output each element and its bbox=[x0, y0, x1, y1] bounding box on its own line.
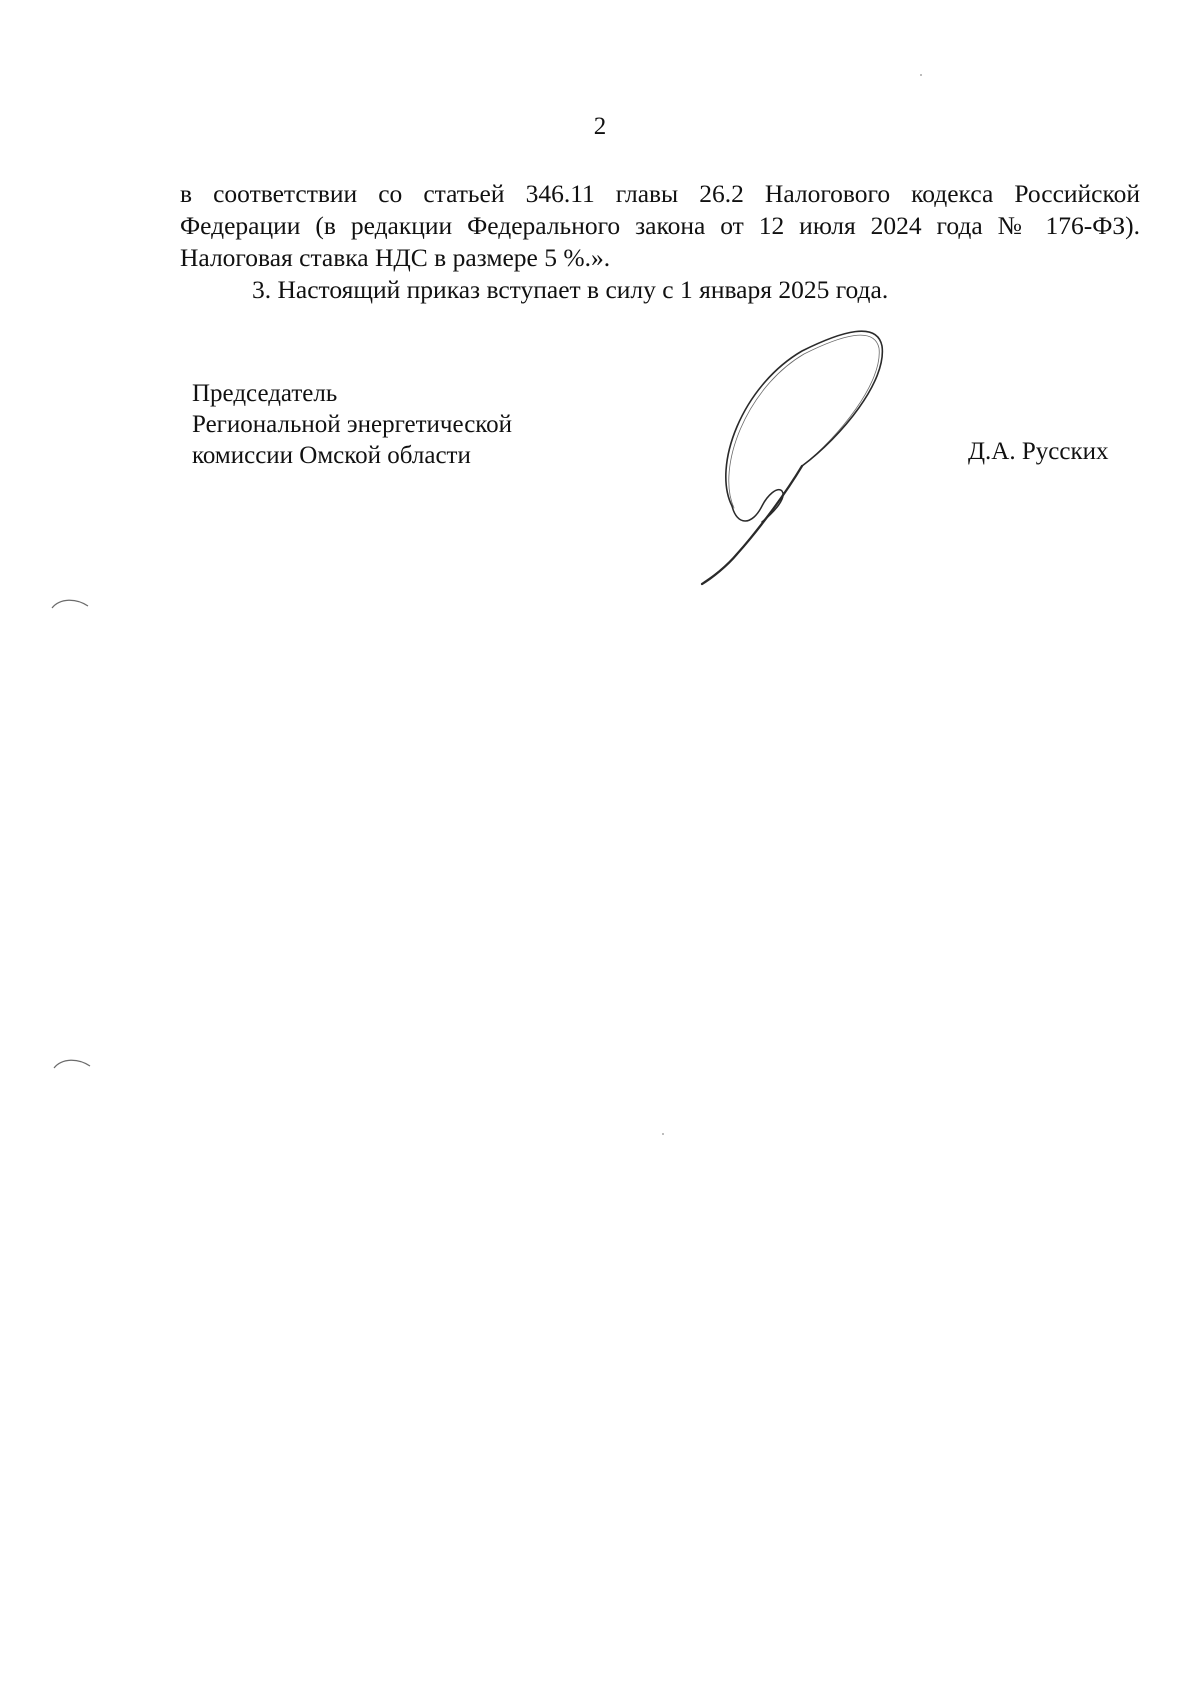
body-text bbox=[180, 178, 1140, 306]
signatory-title-line: комиссии Омской области bbox=[192, 442, 471, 469]
punch-hole-mark bbox=[52, 1056, 92, 1070]
page-number: 2 bbox=[593, 113, 607, 140]
scan-speck bbox=[920, 74, 922, 76]
signatory-title-line: Региональной энергетической bbox=[192, 411, 513, 438]
signer-name: Д.А. Русских bbox=[968, 438, 1109, 465]
paragraph-line: Федерации (в редакции Федерального закона от 12 июля 2024 года № 176-ФЗ). bbox=[180, 211, 1140, 240]
paragraph-line: Налоговая ставка НДС в размере 5 %.». bbox=[180, 243, 611, 272]
scan-speck bbox=[662, 1133, 664, 1135]
paragraph-effective-date: 3. Настоящий приказ вступает в силу с 1 января 2025 года. bbox=[252, 275, 889, 304]
punch-hole-mark bbox=[50, 596, 90, 610]
paragraph-line: в соответствии со статьей 346.11 главы 26.2 Налогового кодекса Российской bbox=[180, 179, 1140, 208]
signatory-title-line: Председатель bbox=[192, 380, 338, 407]
handwritten-signature bbox=[692, 326, 902, 586]
signatory-title bbox=[192, 378, 512, 471]
